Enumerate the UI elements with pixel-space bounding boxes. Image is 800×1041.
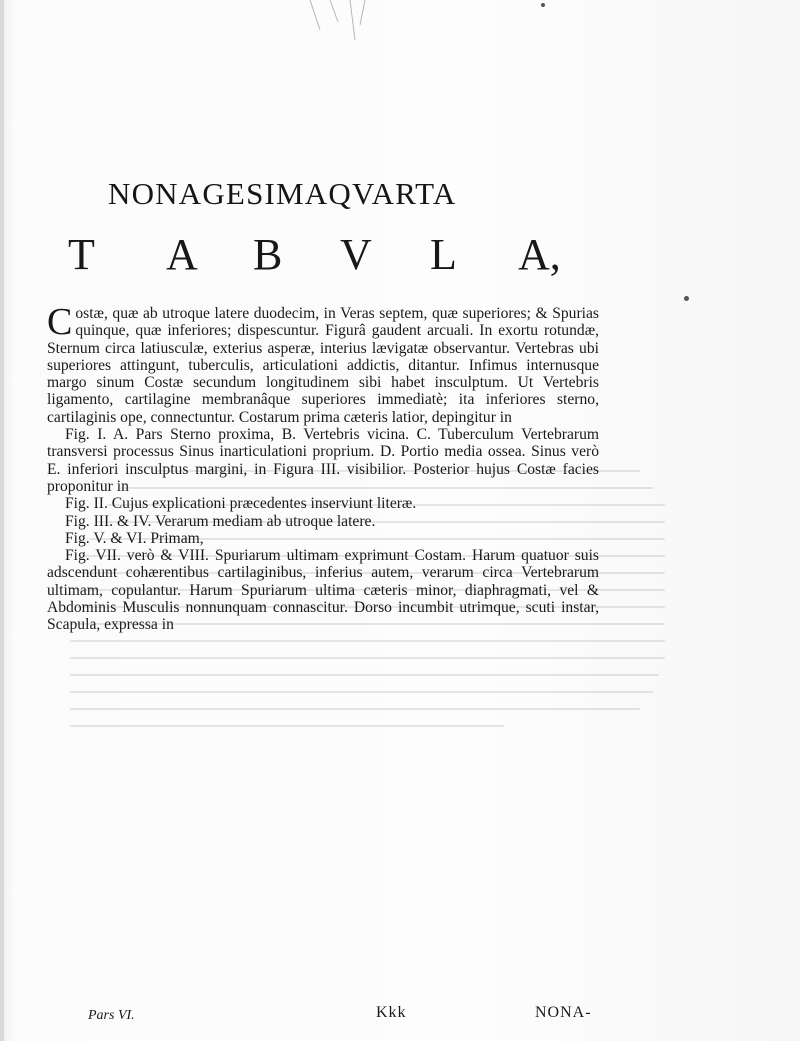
tabula-title [68, 230, 608, 280]
body-text [47, 301, 599, 634]
title-letter: V [340, 230, 372, 279]
paragraph-fig-3-4: Fig. III. & IV. Verarum mediam ab utroque latere. [65, 512, 376, 530]
footer-catchword: NONA- [535, 1004, 592, 1021]
paragraph-fig-1: Fig. I. A. Pars Sterno proxima, B. Vertebris vicina. C. Tuberculum Vertebrarum transversi processus Sinus inarticulationi proprium. D. Portio media ossea. Sinus verò E. inferiori insculptus margini, in Figura III. visibilior. Posterior hujus Costæ facies proponitur in [47, 426, 599, 495]
paragraph-intro [47, 301, 599, 426]
page-gutter-edge [0, 0, 4, 1041]
title-letter: L [430, 230, 457, 279]
drop-cap: C [47, 301, 73, 343]
footer-signature-mark: Kkk [376, 1004, 407, 1021]
title-letter: A, [518, 230, 561, 279]
paper-stain-mark [300, 0, 390, 60]
title-letter: B [253, 230, 283, 279]
footer-part-label: Pars VI. [88, 1008, 135, 1023]
paragraph-fig-5-6: Fig. V. & VI. Primam, [65, 529, 204, 547]
paragraph-intro-text: ostæ, quæ ab utroque latere duodecim, in Veras septem, quæ superiores; & Spurias quinque, quæ inferiores; dispescuntur. Figurâ gaudent arcuali. In exortu rotundæ, Sternum circa latiusculæ, exterius asperæ, interius lævigatæ observantur. Vertebras ubi superiores attingunt, tuberculis, articulationi addictis, ditantur. Infimus internusque margo sinum Costæ secundum longitudinem sibi habet insculptum. Ut Vertebris ligamento, cartilagine membranâque superiores immediatè; ita inferiores sterno, cartilaginis ope, connectuntur. Costarum prima cæteris latior, depingitur in [47, 305, 599, 426]
paragraph-fig-2: Fig. II. Cujus explicationi præcedentes inserviunt literæ. [65, 495, 417, 513]
paragraph-fig-7-8: Fig. VII. verò & VIII. Spuriarum ultimam exprimunt Costam. Harum quatuor suis adscendunt cohærentibus cartilaginibus, inferius autem, verarum circa Vertebrarum ultimam, copulantur. Harum Spuriarum ultima cæteris minor, diaphragmati, vel & Abdominis Musculis nonnunquam connascitur. Dorso incumbit utrimque, scuti instar, Scapula, expressa in [47, 547, 599, 634]
title-letter: T [68, 230, 95, 279]
paper-speck [541, 3, 545, 7]
plate-heading: NONAGESIMAQVARTA [108, 176, 457, 211]
paper-speck [684, 296, 689, 301]
title-letter: A [166, 230, 198, 279]
